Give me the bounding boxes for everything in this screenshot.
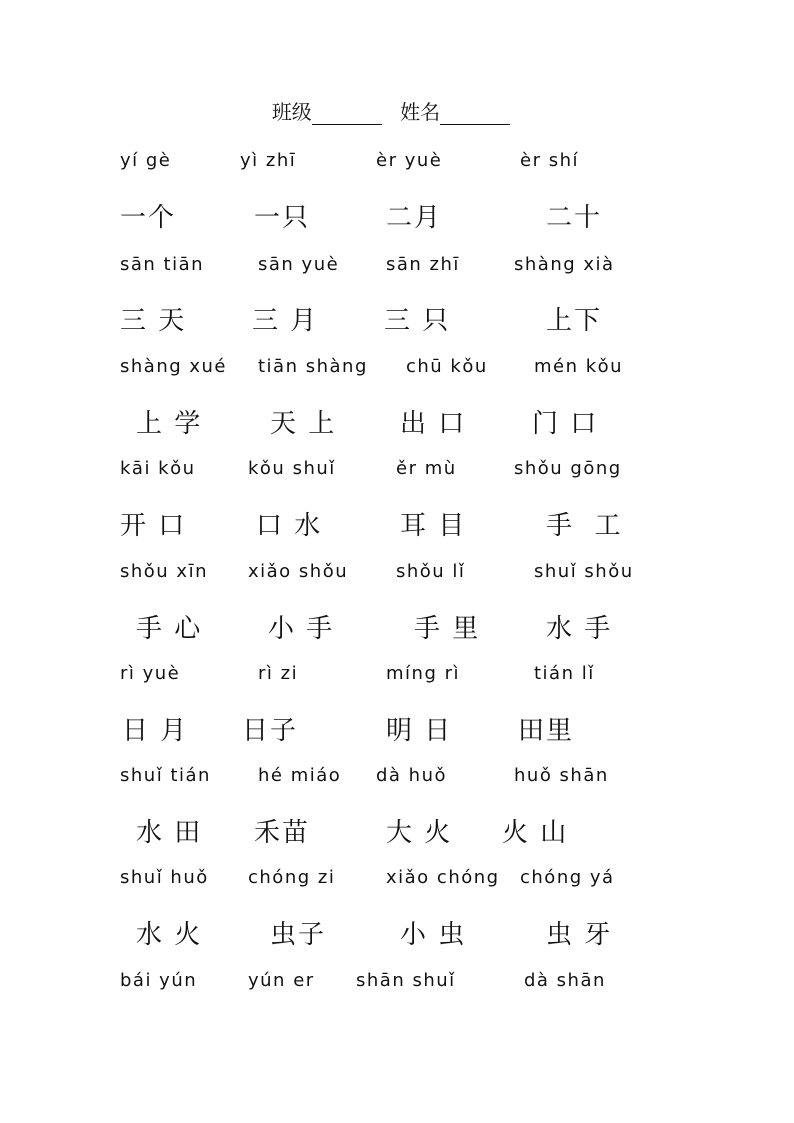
name-label: 姓名 (400, 100, 441, 124)
hanzi-word: 虫 牙 (546, 920, 613, 950)
hanzi-word: 耳 目 (400, 511, 467, 541)
pinyin-word: shǒu xīn (120, 561, 208, 582)
hanzi-word: 一只 (254, 203, 311, 233)
hanzi-word: 上下 (546, 306, 603, 336)
hanzi-word: 日 月 (122, 716, 189, 746)
hanzi-word: 大 火 (386, 818, 453, 848)
pinyin-row (0, 150, 794, 190)
pinyin-word: sān yuè (258, 254, 340, 275)
pinyin-word: shǒu gōng (514, 458, 622, 479)
pinyin-word: kǒu shuǐ (248, 458, 336, 479)
class-label: 班级 (271, 100, 312, 124)
hanzi-word: 天 上 (270, 409, 337, 439)
pinyin-word: rì zi (258, 663, 299, 684)
hanzi-word: 三 只 (384, 306, 451, 336)
pinyin-row (0, 254, 794, 294)
hanzi-row (0, 300, 794, 340)
pinyin-word: èr shí (520, 150, 579, 171)
pinyin-word: chū kǒu (406, 356, 488, 377)
pinyin-word: chóng zi (248, 867, 336, 888)
hanzi-word: 手 工 (546, 511, 623, 541)
hanzi-word: 水 田 (136, 818, 203, 848)
hanzi-word: 上 学 (136, 409, 203, 439)
hanzi-word: 三 天 (120, 306, 187, 336)
hanzi-word: 二月 (386, 203, 443, 233)
hanzi-word: 门 口 (532, 409, 599, 439)
class-blank-line (312, 104, 382, 125)
hanzi-word: 一个 (120, 203, 177, 233)
pinyin-word: dà shān (524, 970, 606, 991)
hanzi-word: 开 口 (120, 511, 187, 541)
hanzi-word: 禾苗 (254, 818, 311, 848)
pinyin-word: shuǐ huǒ (120, 867, 209, 888)
pinyin-word: shǒu lǐ (396, 561, 466, 582)
pinyin-word: shān shuǐ (356, 970, 456, 991)
pinyin-word: yún er (248, 970, 315, 991)
pinyin-row (0, 765, 794, 805)
pinyin-word: chóng yá (520, 867, 615, 888)
pinyin-row (0, 663, 794, 703)
pinyin-word: tiān shàng (258, 356, 368, 377)
pinyin-word: mén kǒu (534, 356, 624, 377)
pinyin-word: xiǎo chóng (386, 867, 500, 888)
hanzi-row (0, 505, 794, 545)
pinyin-word: tián lǐ (534, 663, 595, 684)
pinyin-word: rì yuè (120, 663, 181, 684)
pinyin-word: kāi kǒu (120, 458, 196, 479)
hanzi-word: 小 虫 (400, 920, 467, 950)
hanzi-row (0, 812, 794, 852)
hanzi-row (0, 710, 794, 750)
hanzi-word: 明 日 (386, 716, 453, 746)
pinyin-row (0, 561, 794, 601)
hanzi-word: 火 山 (502, 818, 569, 848)
pinyin-word: yì zhī (240, 150, 297, 171)
pinyin-word: sān zhī (386, 254, 460, 275)
pinyin-row (0, 970, 794, 1010)
pinyin-row (0, 867, 794, 907)
pinyin-word: hé miáo (258, 765, 342, 786)
pinyin-word: èr yuè (376, 150, 443, 171)
hanzi-word: 手 心 (136, 614, 203, 644)
pinyin-row (0, 356, 794, 396)
hanzi-word: 口 水 (256, 511, 323, 541)
pinyin-word: míng rì (386, 663, 460, 684)
hanzi-row (0, 608, 794, 648)
hanzi-word: 虫子 (270, 920, 327, 950)
hanzi-row (0, 197, 794, 237)
pinyin-row (0, 458, 794, 498)
worksheet-header (0, 96, 794, 125)
hanzi-row (0, 914, 794, 954)
hanzi-word: 三 月 (252, 306, 319, 336)
hanzi-word: 水 火 (136, 920, 203, 950)
hanzi-word: 小 手 (268, 614, 335, 644)
name-blank-line (440, 104, 510, 125)
hanzi-word: 二十 (546, 203, 603, 233)
pinyin-word: dà huǒ (376, 765, 448, 786)
hanzi-word: 田里 (518, 716, 575, 746)
pinyin-word: shuǐ tián (120, 765, 211, 786)
pinyin-word: sān tiān (120, 254, 205, 275)
pinyin-word: ěr mù (396, 458, 457, 479)
hanzi-word: 手 里 (414, 614, 481, 644)
pinyin-word: shàng xià (514, 254, 615, 275)
pinyin-word: yí gè (120, 150, 172, 171)
hanzi-row (0, 403, 794, 443)
hanzi-word: 出 口 (400, 409, 467, 439)
pinyin-word: xiǎo shǒu (248, 561, 349, 582)
pinyin-word: huǒ shān (514, 765, 609, 786)
pinyin-word: bái yún (120, 970, 198, 991)
pinyin-word: shuǐ shǒu (534, 561, 634, 582)
pinyin-word: shàng xué (120, 356, 228, 377)
hanzi-word: 日子 (242, 716, 299, 746)
hanzi-word: 水 手 (546, 614, 613, 644)
